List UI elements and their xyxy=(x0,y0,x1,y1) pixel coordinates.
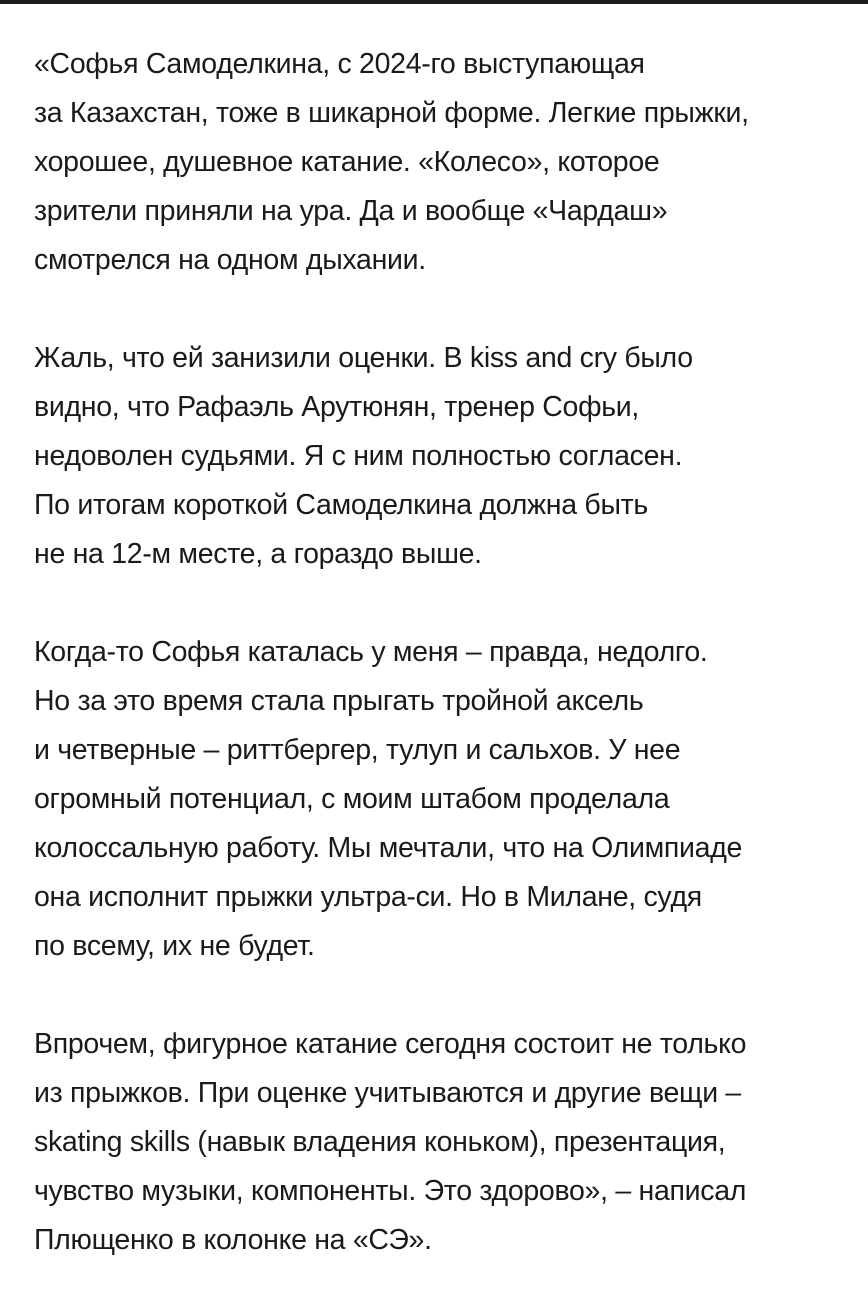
text-line: по всему, их не будет. xyxy=(34,930,315,962)
text-line: Жаль, что ей занизили оценки. В kiss and cry было xyxy=(34,342,693,374)
paragraph-1 xyxy=(34,40,844,285)
text-line: огромный потенциал, с моим штабом проделала xyxy=(34,783,670,815)
text-line: не на 12-м месте, а гораздо выше. xyxy=(34,538,482,570)
text-line: зрители приняли на ура. Да и вообще «Чардаш» xyxy=(34,195,668,227)
paragraph-3 xyxy=(34,628,844,971)
text-line: чувство музыки, компоненты. Это здорово», – написал xyxy=(34,1175,747,1207)
text-line: Но за это время стала прыгать тройной аксель xyxy=(34,685,644,717)
text-line: Плющенко в колонке на «СЭ». xyxy=(34,1224,432,1256)
text-line: она исполнит прыжки ультра-си. Но в Милане, судя xyxy=(34,881,702,913)
text-line: Впрочем, фигурное катание сегодня состоит не только xyxy=(34,1028,747,1060)
article-body xyxy=(34,40,844,1314)
text-line: хорошее, душевное катание. «Колесо», которое xyxy=(34,146,660,178)
text-line: и четверные – риттбергер, тулуп и сальхов. У нее xyxy=(34,734,681,766)
text-line: skating skills (навык владения коньком), презентация, xyxy=(34,1126,726,1158)
text-line: недоволен судьями. Я с ним полностью согласен. xyxy=(34,440,683,472)
text-line: По итогам короткой Самоделкина должна быть xyxy=(34,489,648,521)
top-divider-bar xyxy=(0,0,868,4)
paragraph-2 xyxy=(34,334,844,579)
text-line: из прыжков. При оценке учитываются и другие вещи – xyxy=(34,1077,741,1109)
text-line: «Софья Самоделкина, с 2024-го выступающая xyxy=(34,48,645,80)
text-line: за Казахстан, тоже в шикарной форме. Легкие прыжки, xyxy=(34,97,749,129)
text-line: колоссальную работу. Мы мечтали, что на Олимпиаде xyxy=(34,832,743,864)
paragraph-4 xyxy=(34,1020,844,1265)
text-line: смотрелся на одном дыхании. xyxy=(34,244,426,276)
text-line: видно, что Рафаэль Арутюнян, тренер Софьи, xyxy=(34,391,640,423)
text-line: Когда-то Софья каталась у меня – правда, недолго. xyxy=(34,636,708,668)
